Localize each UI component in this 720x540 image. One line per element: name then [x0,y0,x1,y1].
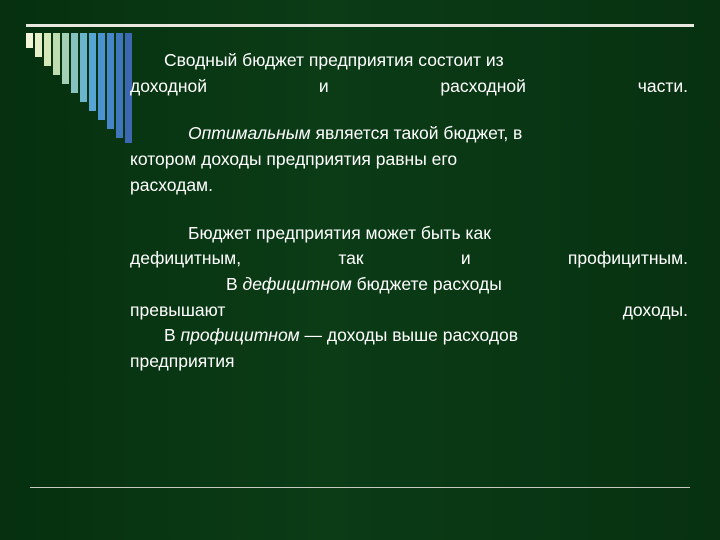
paragraph-3 [130,221,688,375]
p2-line2 [130,147,688,173]
p3-line4-a: превышают [130,299,226,320]
p1-line2-d: части. [637,75,688,96]
bottom-divider [30,487,690,488]
p3-line6: предприятия [130,351,235,372]
diagonal-bar-graphic [26,33,138,143]
decoration-bar [62,33,69,84]
p1-line1: Сводный бюджет предприятия состоит из [164,50,504,70]
decoration-bar [107,33,114,129]
decoration-bar [80,33,87,102]
decoration-bar [53,33,60,75]
p1-line2 [130,74,688,100]
p3-line2-b: так [338,248,364,269]
p2-line1-rest: является такой бюджет, в [310,123,523,144]
p3-line4 [130,298,688,324]
p3-line5-b: — доходы выше расходов [299,325,519,346]
paragraph-2 [130,121,688,198]
p3-line3-emphasis: дефицитном [242,274,352,295]
p2-line3: расходам. [130,174,213,195]
p2-emphasis: Оптимальным [188,123,311,144]
p3-line2-d: профицитным. [567,248,688,269]
p3-line3-b: бюджете расходы [351,274,502,295]
p3-line3-a: В [226,274,243,295]
decoration-bar [44,33,51,66]
decoration-bar [116,33,123,138]
slide-body [130,48,688,375]
decoration-bar [71,33,78,93]
p3-line5-emphasis: профицитном [180,325,300,346]
p3-line4-b: доходы. [622,299,688,320]
p1-line2-c: расходной [440,75,526,96]
decoration-bar [26,33,33,48]
p3-line2 [130,246,688,272]
p1-line2-a: доходной [130,75,208,96]
p3-line2-a: дефицитным, [130,248,242,269]
p3-line2-c: и [460,248,471,269]
p3-line1: Бюджет предприятия может быть как [188,222,491,243]
p3-line5-a: В [164,325,181,346]
paragraph-1 [130,48,688,99]
top-divider [26,24,694,27]
decoration-bar [35,33,42,57]
decoration-bar [89,33,96,111]
p2-line2-text: котором доходы предприятия равны его [130,149,458,170]
decoration-bar [98,33,105,120]
p1-line2-b: и [318,75,329,96]
